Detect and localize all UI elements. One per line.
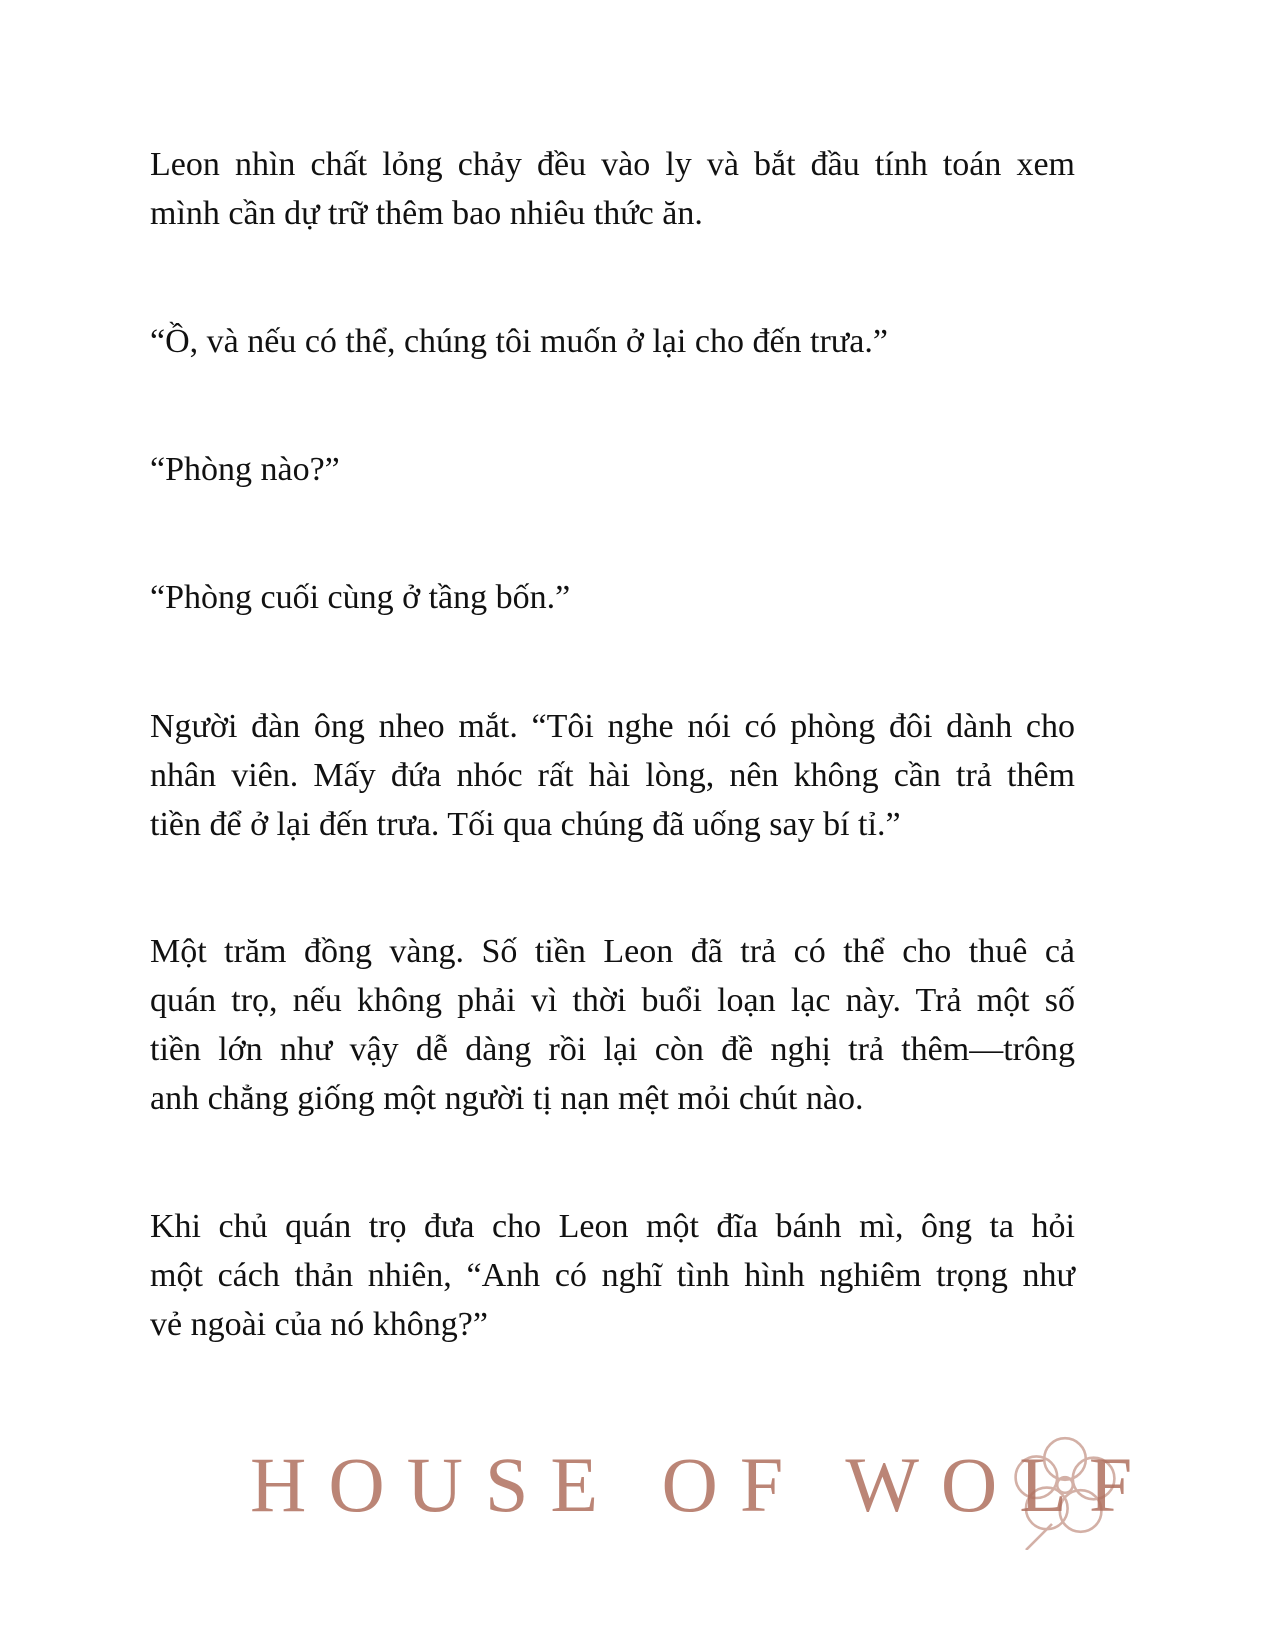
text-line: Leon nhìn chất lỏng chảy đều vào ly và bắt đầu tính toán xem xyxy=(150,146,1075,183)
text-line: một cách thản nhiên, “Anh có nghĩ tình hình nghiêm trọng như xyxy=(150,1257,1075,1294)
text-line: Một trăm đồng vàng. Số tiền Leon đã trả có thể cho thuê cả xyxy=(150,933,1075,970)
text-line: “Phòng cuối cùng ở tầng bốn.” xyxy=(150,579,571,616)
text-line: mình cần dự trữ thêm bao nhiêu thức ăn. xyxy=(150,195,703,232)
text-line: Khi chủ quán trọ đưa cho Leon một đĩa bánh mì, ông ta hỏi xyxy=(150,1208,1075,1245)
text-line: “Ồ, và nếu có thể, chúng tôi muốn ở lại cho đến trưa.” xyxy=(150,323,888,360)
paragraph xyxy=(150,445,1075,494)
paragraph xyxy=(150,702,1075,849)
text-line: “Phòng nào?” xyxy=(150,451,340,488)
paragraph xyxy=(150,573,1075,622)
flower-watermark-icon xyxy=(1000,1420,1130,1550)
text-line: nhân viên. Mấy đứa nhóc rất hài lòng, nên không cần trả thêm xyxy=(150,757,1075,794)
text-line: anh chẳng giống một người tị nạn mệt mỏi chút nào. xyxy=(150,1080,864,1117)
watermark: HOUSE OF WOLF xyxy=(250,1441,1155,1528)
text-line: Người đàn ông nheo mắt. “Tôi nghe nói có phòng đôi dành cho xyxy=(150,708,1075,745)
text-line: quán trọ, nếu không phải vì thời buổi loạn lạc này. Trả một số xyxy=(150,982,1075,1019)
text-line: vẻ ngoài của nó không?” xyxy=(150,1306,488,1343)
text-line: tiền để ở lại đến trưa. Tối qua chúng đã uống say bí tỉ.” xyxy=(150,806,901,843)
paragraph xyxy=(150,140,1075,238)
paragraph xyxy=(150,1202,1075,1349)
paragraph xyxy=(150,317,1075,366)
paragraph xyxy=(150,927,1075,1123)
text-line: tiền lớn như vậy dễ dàng rồi lại còn đề nghị trả thêm—trông xyxy=(150,1031,1075,1068)
